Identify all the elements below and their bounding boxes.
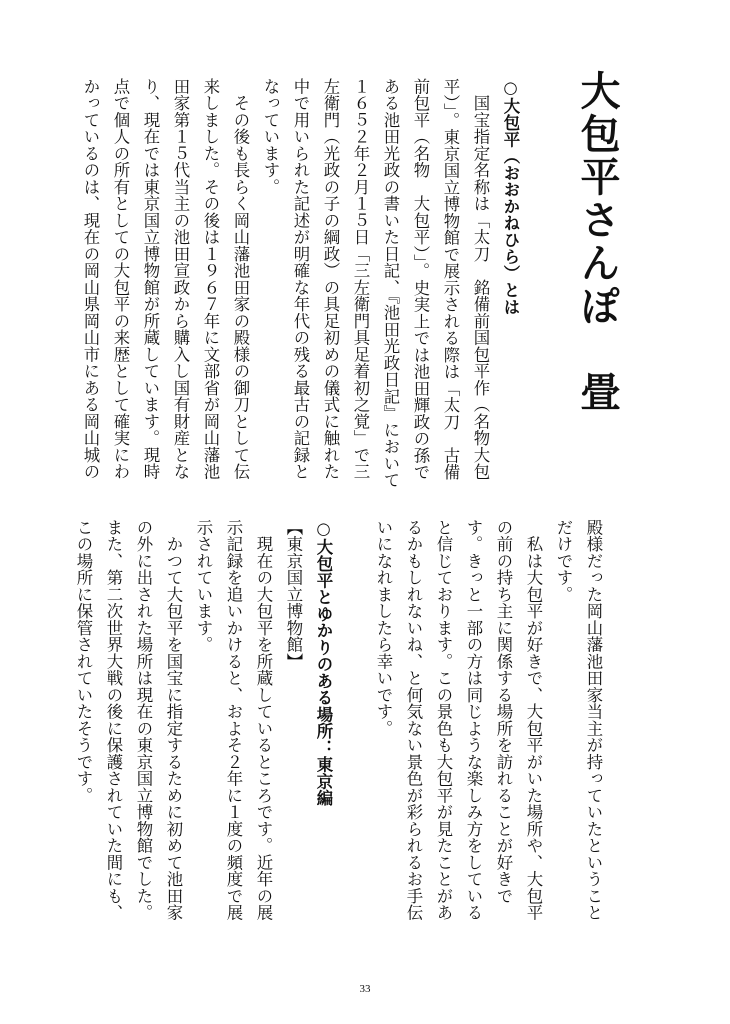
text-column: いになれましたら幸いです。 (374, 519, 393, 737)
text-column: 点で個人の所有としての大包平の来歴として確実にわ (111, 78, 130, 480)
text-column: 私は大包平が好きで、大包平がいた場所や、大包平 (524, 519, 543, 921)
page-number: 33 (359, 983, 371, 995)
text-column: の外に出された場所は現在の東京国立博物館でした。 (134, 519, 153, 921)
text-column: また、第二次世界大戦の後に保護されていた間にも、 (104, 519, 123, 921)
text-column: 示されています。 (194, 519, 213, 653)
text-column: 来しました。その後は１９６７年に文部省が岡山藩池 (201, 78, 220, 480)
text-column: り、現在では東京国立博物館が所蔵しています。現時 (141, 78, 160, 480)
text-column: 殿様だった岡山藩池田家当主が持っていたということ (584, 519, 603, 921)
section-heading: ○大包平とゆかりのある場所：東京編 (314, 519, 333, 807)
text-column: 中で用いられた記述が明確な年代の残る最古の記録と (291, 78, 310, 480)
text-column: ある池田光政の書いた日記、『池田光政日記』において (381, 78, 400, 489)
text-column (338, 519, 368, 921)
text-column: るかもしれないね、と何気ない景色が彩られるお手伝 (404, 519, 423, 921)
section-heading: ○大包平（おおかねひら）とは (501, 78, 520, 316)
text-column: １６５２年２月１５日「三左衛門具足着初之覚」で三 (351, 78, 370, 480)
text-column: だけです。 (554, 519, 573, 603)
text-column: 前包平（名物 大包平）」。史実上では池田輝政の孫で (411, 78, 430, 481)
bottom-section-text (68, 519, 608, 921)
text-column: なっています。 (261, 78, 280, 196)
text-column: かつて大包平を国宝に指定するために初めて池田家 (164, 519, 183, 921)
text-column: 国宝指定名称は「太刀 銘備前国包平作（名物大包 (471, 78, 490, 480)
text-column: 現在の大包平を所蔵しているところです。近年の展 (254, 519, 273, 921)
text-column: 【東京国立博物館】 (284, 519, 303, 670)
page-title: 大包平さんぽ 畳 (574, 70, 621, 414)
text-column: その後も長らく岡山藩池田家の殿様の御刀として伝 (231, 78, 250, 480)
text-column: と信じております。この景色も大包平が見たことがあ (434, 519, 453, 921)
text-column: 田家第１５代当主の池田宣政から購入し国有財産とな (171, 78, 190, 480)
text-column: 平）」。東京国立博物館で展示される際は「太刀 古備 (441, 78, 460, 481)
text-column: 示記録を追いかけると、およそ２年に１度の頻度で展 (224, 519, 243, 921)
text-column: かっているのは、現在の岡山県岡山市にある岡山城の (81, 78, 100, 480)
text-column: の前の持ち主に関係する場所を訪れることが好きで (494, 519, 513, 905)
text-column: 左衛門（光政の子の綱政）の具足初めの儀式に触れた (321, 78, 340, 480)
text-column: この場所に保管されていたそうです。 (74, 519, 93, 804)
text-column: す。きっと一部の方は同じような楽しみ方をしている (464, 519, 483, 921)
top-section-text (75, 78, 525, 489)
